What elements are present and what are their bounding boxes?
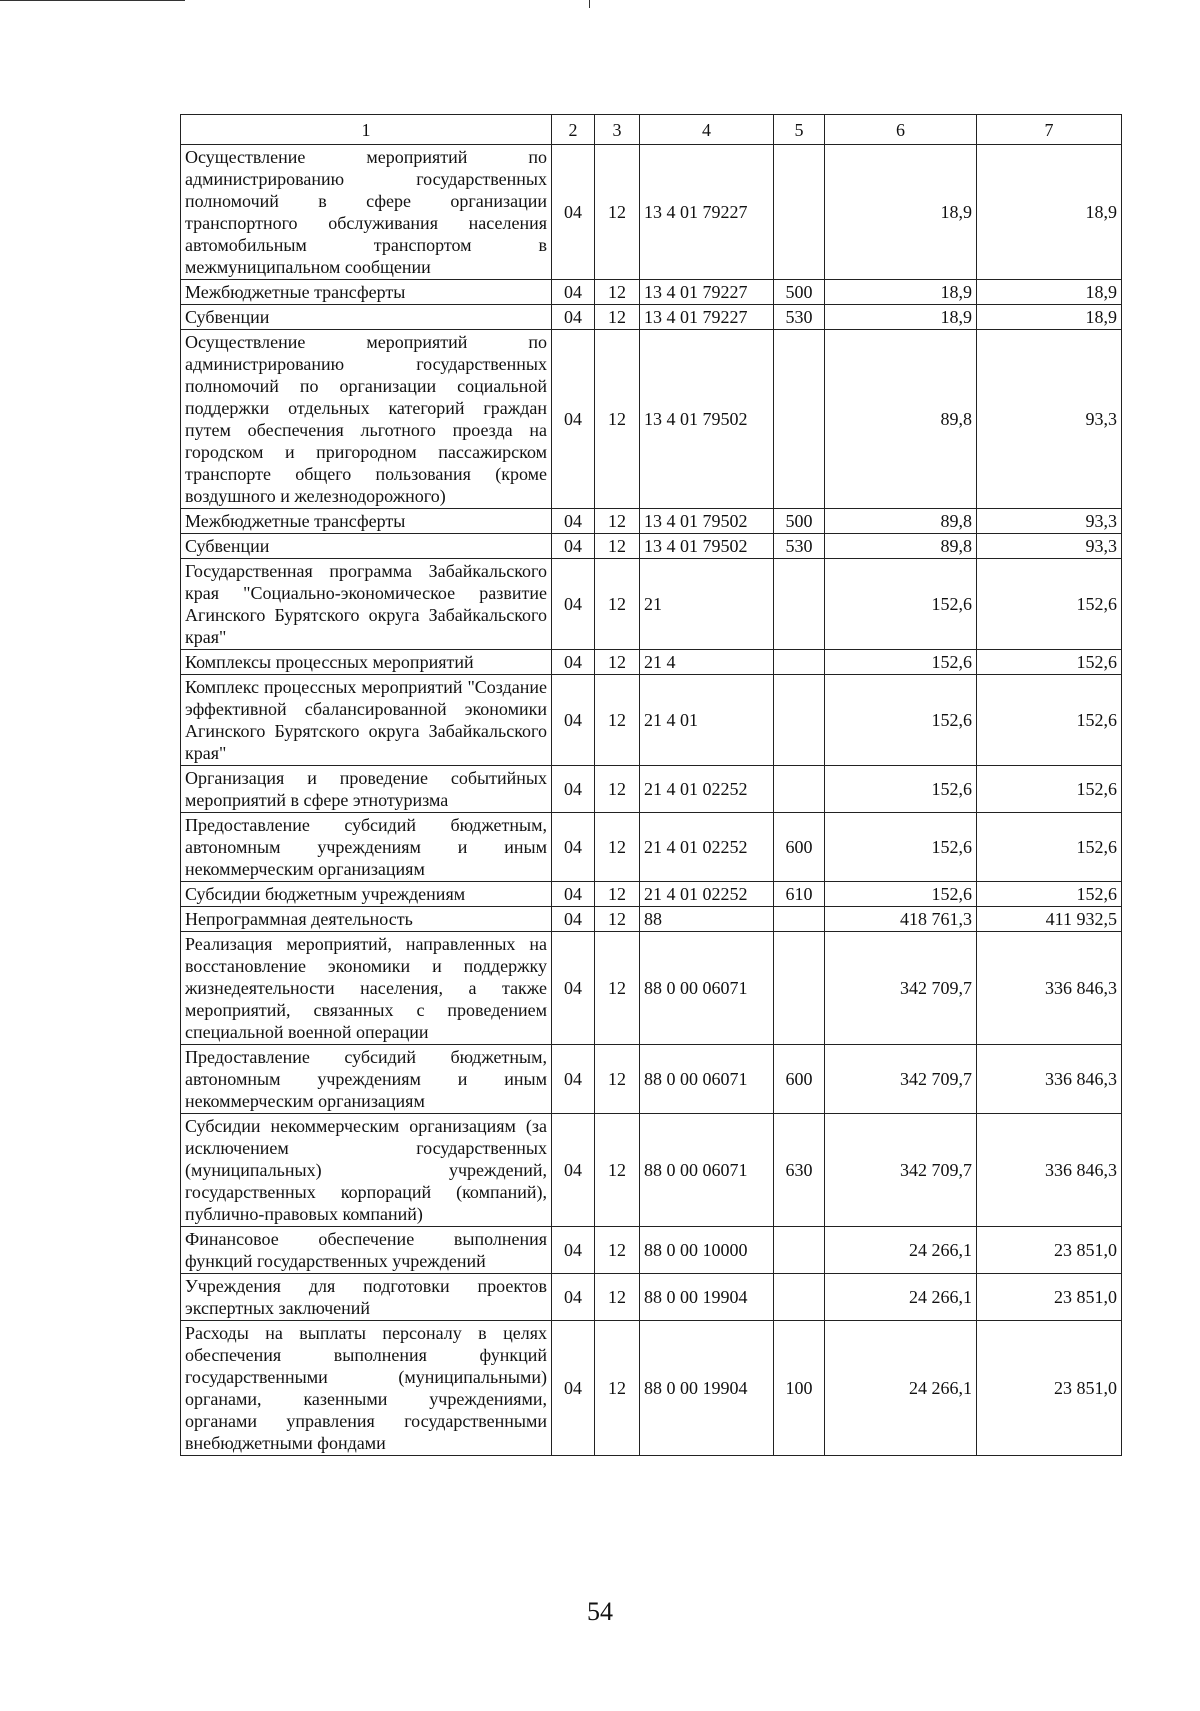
subsection-code: 12: [595, 1274, 640, 1321]
subsection-code: 12: [595, 882, 640, 907]
table-row: [181, 650, 1122, 675]
amount-col6: 152,6: [825, 766, 977, 813]
expense-type-code: 610: [774, 882, 825, 907]
target-article-code: 88 0 00 06071: [640, 932, 774, 1045]
expense-type-code: 600: [774, 813, 825, 882]
section-code: 04: [552, 1274, 595, 1321]
column-header: 3: [595, 115, 640, 145]
row-description: Осуществление мероприятий по администрированию государственных полномочий по организации социальной поддержки отдельных категорий граждан путем обеспечения льготного проезда на городском и пригородном пассажирском транспорте общего пользования (кроме воздушного и железнодорожного): [181, 330, 552, 509]
row-description: Межбюджетные трансферты: [181, 509, 552, 534]
section-code: 04: [552, 1227, 595, 1274]
page-number: 54: [587, 1597, 613, 1626]
row-description: Осуществление мероприятий по администрированию государственных полномочий в сфере организации транспортного обслуживания населения автомобильным транспортом в межмуниципальном сообщении: [181, 145, 552, 280]
target-article-code: 21 4 01: [640, 675, 774, 766]
section-code: 04: [552, 330, 595, 509]
subsection-code: 12: [595, 145, 640, 280]
amount-col6: 89,8: [825, 330, 977, 509]
target-article-code: 21 4 01 02252: [640, 813, 774, 882]
column-header: 6: [825, 115, 977, 145]
table-row: [181, 766, 1122, 813]
expense-type-code: 500: [774, 509, 825, 534]
target-article-code: 88 0 00 19904: [640, 1274, 774, 1321]
row-description: Организация и проведение событийных мероприятий в сфере этнотуризма: [181, 766, 552, 813]
subsection-code: 12: [595, 907, 640, 932]
amount-col6: 18,9: [825, 280, 977, 305]
expense-type-code: [774, 330, 825, 509]
amount-col6: 24 266,1: [825, 1274, 977, 1321]
target-article-code: 13 4 01 79502: [640, 509, 774, 534]
subsection-code: 12: [595, 1114, 640, 1227]
row-description: Предоставление субсидий бюджетным, автономным учреждениям и иным некоммерческим организациям: [181, 813, 552, 882]
table-row: [181, 534, 1122, 559]
amount-col7: 23 851,0: [977, 1321, 1122, 1456]
amount-col6: 152,6: [825, 813, 977, 882]
table-row: [181, 330, 1122, 509]
table-row: [181, 509, 1122, 534]
table-row: [181, 1045, 1122, 1114]
row-description: Государственная программа Забайкальского края "Социально-экономическое развитие Агинского Бурятского округа Забайкальского края": [181, 559, 552, 650]
amount-col6: 89,8: [825, 534, 977, 559]
subsection-code: 12: [595, 509, 640, 534]
target-article-code: 13 4 01 79227: [640, 280, 774, 305]
amount-col7: 411 932,5: [977, 907, 1122, 932]
amount-col7: 93,3: [977, 534, 1122, 559]
target-article-code: 13 4 01 79227: [640, 305, 774, 330]
subsection-code: 12: [595, 813, 640, 882]
amount-col6: 89,8: [825, 509, 977, 534]
table-row: [181, 813, 1122, 882]
table-row: [181, 932, 1122, 1045]
amount-col6: 18,9: [825, 145, 977, 280]
amount-col6: 24 266,1: [825, 1227, 977, 1274]
section-code: 04: [552, 305, 595, 330]
target-article-code: 88 0 00 19904: [640, 1321, 774, 1456]
amount-col7: 93,3: [977, 330, 1122, 509]
row-description: Субсидии бюджетным учреждениям: [181, 882, 552, 907]
amount-col7: 23 851,0: [977, 1274, 1122, 1321]
expense-type-code: [774, 766, 825, 813]
subsection-code: 12: [595, 1227, 640, 1274]
row-description: Расходы на выплаты персоналу в целях обеспечения выполнения функций государственными (муниципальными) органами, казенными учреждениями, органами управления государственными внебюджетными фондами: [181, 1321, 552, 1456]
section-code: 04: [552, 1321, 595, 1456]
section-code: 04: [552, 882, 595, 907]
target-article-code: 21 4 01 02252: [640, 882, 774, 907]
target-article-code: 13 4 01 79502: [640, 534, 774, 559]
column-header: 2: [552, 115, 595, 145]
section-code: 04: [552, 932, 595, 1045]
subsection-code: 12: [595, 305, 640, 330]
amount-col7: 18,9: [977, 145, 1122, 280]
table-row: [181, 559, 1122, 650]
amount-col6: 152,6: [825, 559, 977, 650]
subsection-code: 12: [595, 330, 640, 509]
table-row: [181, 1321, 1122, 1456]
target-article-code: 88 0 00 06071: [640, 1114, 774, 1227]
section-code: 04: [552, 675, 595, 766]
table-row: [181, 305, 1122, 330]
amount-col7: 93,3: [977, 509, 1122, 534]
row-description: Непрограммная деятельность: [181, 907, 552, 932]
column-header: 4: [640, 115, 774, 145]
amount-col6: 342 709,7: [825, 932, 977, 1045]
section-code: 04: [552, 907, 595, 932]
row-description: Субсидии некоммерческим организациям (за исключением государственных (муниципальных) учреждений, государственных корпораций (компаний), публично-правовых компаний): [181, 1114, 552, 1227]
amount-col7: 152,6: [977, 882, 1122, 907]
subsection-code: 12: [595, 280, 640, 305]
subsection-code: 12: [595, 1321, 640, 1456]
target-article-code: 88 0 00 06071: [640, 1045, 774, 1114]
section-code: 04: [552, 650, 595, 675]
expense-type-code: 500: [774, 280, 825, 305]
table-row: [181, 882, 1122, 907]
section-code: 04: [552, 509, 595, 534]
amount-col7: 336 846,3: [977, 1114, 1122, 1227]
expense-type-code: [774, 559, 825, 650]
row-description: Предоставление субсидий бюджетным, автономным учреждениям и иным некоммерческим организациям: [181, 1045, 552, 1114]
table-row: [181, 1227, 1122, 1274]
amount-col6: 418 761,3: [825, 907, 977, 932]
subsection-code: 12: [595, 1045, 640, 1114]
table-row: [181, 1114, 1122, 1227]
table-row: [181, 675, 1122, 766]
column-header: 5: [774, 115, 825, 145]
expense-type-code: 630: [774, 1114, 825, 1227]
section-code: 04: [552, 559, 595, 650]
amount-col6: 152,6: [825, 882, 977, 907]
amount-col6: 18,9: [825, 305, 977, 330]
column-header: 7: [977, 115, 1122, 145]
table-body: [181, 145, 1122, 1456]
amount-col6: 24 266,1: [825, 1321, 977, 1456]
target-article-code: 21 4: [640, 650, 774, 675]
amount-col6: 152,6: [825, 675, 977, 766]
table-row: [181, 1274, 1122, 1321]
row-description: Реализация мероприятий, направленных на восстановление экономики и поддержку жизнедеятельности населения, а также мероприятий, связанных с проведением специальной военной операции: [181, 932, 552, 1045]
budget-table: [180, 114, 1122, 1456]
target-article-code: 88 0 00 10000: [640, 1227, 774, 1274]
table-row: [181, 280, 1122, 305]
table-row: [181, 907, 1122, 932]
amount-col7: 152,6: [977, 559, 1122, 650]
subsection-code: 12: [595, 534, 640, 559]
expense-type-code: [774, 650, 825, 675]
target-article-code: 13 4 01 79227: [640, 145, 774, 280]
row-description: Учреждения для подготовки проектов экспертных заключений: [181, 1274, 552, 1321]
expense-type-code: [774, 932, 825, 1045]
header-row: [181, 115, 1122, 145]
expense-type-code: 600: [774, 1045, 825, 1114]
amount-col7: 336 846,3: [977, 1045, 1122, 1114]
expense-type-code: [774, 145, 825, 280]
row-description: Комплекс процессных мероприятий "Создание эффективной сбалансированной экономики Агинского Бурятского округа Забайкальского края": [181, 675, 552, 766]
expense-type-code: 530: [774, 534, 825, 559]
amount-col7: 23 851,0: [977, 1227, 1122, 1274]
row-description: Финансовое обеспечение выполнения функций государственных учреждений: [181, 1227, 552, 1274]
amount-col7: 152,6: [977, 675, 1122, 766]
table-row: [181, 145, 1122, 280]
target-article-code: 21: [640, 559, 774, 650]
section-code: 04: [552, 1045, 595, 1114]
target-article-code: 21 4 01 02252: [640, 766, 774, 813]
amount-col7: 152,6: [977, 650, 1122, 675]
row-description: Субвенции: [181, 305, 552, 330]
subsection-code: 12: [595, 650, 640, 675]
target-article-code: 13 4 01 79502: [640, 330, 774, 509]
subsection-code: 12: [595, 766, 640, 813]
expense-type-code: 100: [774, 1321, 825, 1456]
amount-col7: 336 846,3: [977, 932, 1122, 1045]
column-header: 1: [181, 115, 552, 145]
row-description: Субвенции: [181, 534, 552, 559]
amount-col6: 342 709,7: [825, 1045, 977, 1114]
section-code: 04: [552, 145, 595, 280]
expense-type-code: [774, 1274, 825, 1321]
row-description: Комплексы процессных мероприятий: [181, 650, 552, 675]
expense-type-code: [774, 907, 825, 932]
section-code: 04: [552, 280, 595, 305]
scan-edge-line: [589, 0, 590, 8]
section-code: 04: [552, 813, 595, 882]
subsection-code: 12: [595, 675, 640, 766]
section-code: 04: [552, 766, 595, 813]
amount-col6: 342 709,7: [825, 1114, 977, 1227]
amount-col7: 18,9: [977, 280, 1122, 305]
amount-col7: 152,6: [977, 813, 1122, 882]
section-code: 04: [552, 1114, 595, 1227]
expense-type-code: [774, 1227, 825, 1274]
expense-type-code: 530: [774, 305, 825, 330]
row-description: Межбюджетные трансферты: [181, 280, 552, 305]
subsection-code: 12: [595, 559, 640, 650]
amount-col7: 18,9: [977, 305, 1122, 330]
amount-col6: 152,6: [825, 650, 977, 675]
section-code: 04: [552, 534, 595, 559]
amount-col7: 152,6: [977, 766, 1122, 813]
expense-type-code: [774, 675, 825, 766]
subsection-code: 12: [595, 932, 640, 1045]
scan-edge-line: [0, 0, 185, 1]
target-article-code: 88: [640, 907, 774, 932]
